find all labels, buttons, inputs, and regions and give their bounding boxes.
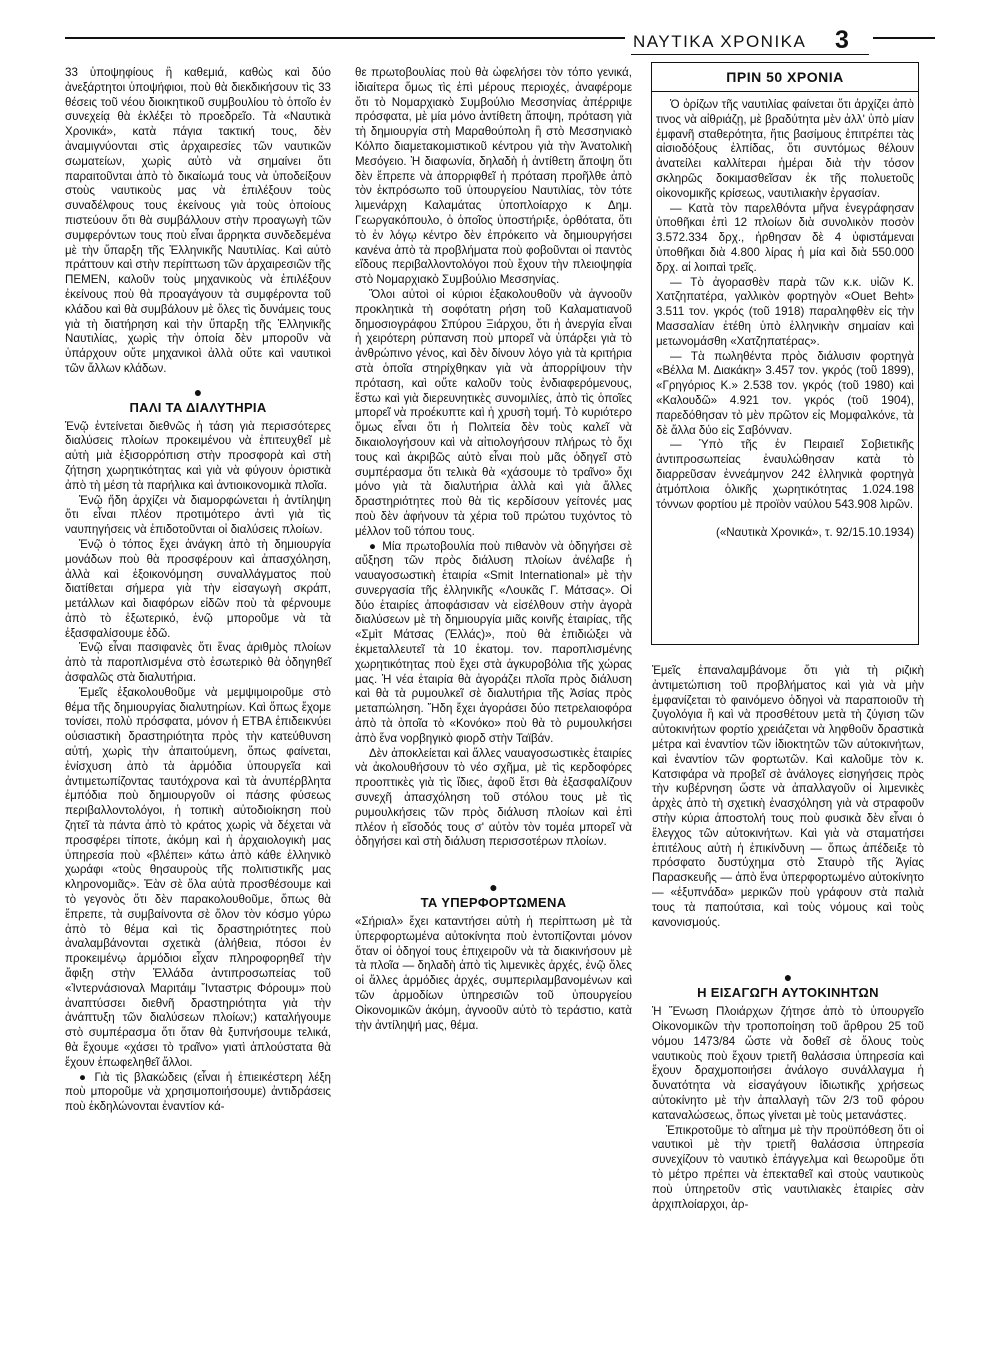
column-3: [652, 664, 924, 1212]
article-paragraph: ● Γιὰ τὶς βλακώδεις (εἶναι ἡ ἐπιεικέστερη λέξη ποὺ μποροῦμε νὰ χρησιμοποιήσουμε) ἀντιδράσεις ποὺ ἐκδηλώνονται ἐναντίον κά-: [65, 1070, 331, 1114]
article-paragraph: Ἐνῷ ἐντείνεται διεθνῶς ἡ τάση γιὰ περισσότερες διαλύσεις πλοίων προκειμένου νὰ ἐπιτευχθεῖ μὲ αὐτὴ μιὰ ἐξισορρόπιση στὴν προσφορὰ καὶ στὴ ζήτηση χωρητικότητας καὶ γιὰ νὰ φύγουν ὁριστικὰ ἀπὸ τὴ μέση τὰ παρήλικα καὶ ἀντιοικονομικὰ πλοῖα.: [65, 419, 331, 492]
box-source-citation: («Ναυτικὰ Χρονικά», τ. 92/15.10.1934): [715, 526, 914, 540]
publication-title: ΝΑΥΤΙΚΑ ΧΡΟΝΙΚΑ: [633, 32, 807, 51]
article-paragraph: Ἐνῷ ἤδη ἀρχίζει νὰ διαμορφώνεται ἡ ἀντίληψη ὅτι εἶναι πλέον προτιμότερο ἀντὶ γιὰ τὶς ναυπηγήσεις νὰ ἐπιδοτοῦνται οἱ διαλύσεις πλοίων.: [65, 493, 331, 537]
article-paragraph: Ἡ Ἕνωση Πλοιάρχων ζήτησε ἀπὸ τὸ ὑπουργεῖο Οἰκονομικῶν τὴν τροποποίηση τοῦ ἄρθρου 25 τοῦ νόμου 1473/84 ὥστε νὰ δοθεῖ σὲ ὅλους τοὺς ναυτικοὺς ποὺ ἔχουν τριετῆ θαλάσσια ὑπηρεσία καὶ ἔχουν δραχμοποιήσει ἀνάλογο συνάλλαγμα ἡ δυνατότητα νὰ εἰσαγάγουν ἰδιωτικῆς χρήσεως αὐτοκίνητο μὲ τὴν ἀπαλλαγὴ τῶν 2/3 τοῦ φόρου καταναλώσεως, ὅπως γίνεται μὲ τοὺς μετανάστες.: [652, 1005, 924, 1122]
article-paragraph: Ἐνῷ ὁ τόπος ἔχει ἀνάγκη ἀπὸ τὴ δημιουργία μονάδων ποὺ θὰ προσφέρουν καὶ ἀπασχόληση, ἀλλὰ καὶ ἐξοικονόμηση συναλλάγματος ποὺ διατίθεται σήμερα γιὰ τὴν εἰσαγωγὴ σκράπ, μετάλλων καὶ διαφόρων εἰδῶν ποὺ τὰ φέρνουμε ἀπὸ τὸ ἐξωτερικό, ἐνῷ μποροῦμε νὰ τὰ ἐξασφαλίσουμε ἐδῶ.: [65, 537, 331, 640]
box-paragraph: — Κατὰ τὸν παρελθόντα μῆνα ἐνεγράφησαν ὑποθῆκαι ἐπὶ 12 πλοίων διὰ συνολικὸν ποσὸν 3.572.334 δρχ., ἠρθησαν δὲ 4 ὑφιστάμεναι ὑποθῆκαι διὰ 4.800 λίρας ἡ μία καὶ διὰ 550.000 δρχ. αἱ λοιπαὶ τρεῖς.: [656, 201, 914, 274]
article-paragraph: Ἐπικροτοῦμε τὸ αἴτημα μὲ τὴν προϋπόθεση ὅτι οἱ ναυτικοὶ μὲ τὴν τριετῆ θαλάσσια ὑπηρεσία συνεχίζουν τὸ ναυτικὸ ἐπάγγελμα καὶ θεωροῦμε ὅτι τὸ μέτρο πρέπει νὰ ἐπεκταθεῖ καὶ στοὺς ναυτικοὺς ποὺ ὑπηρετοῦν στὶς ναυτιλιακὲς ἑταιρίες σὰν ἀρχιπλοίαρχοι, ἀρ-: [652, 1123, 924, 1211]
box-paragraph: — Τὰ πωληθέντα πρὸς διάλυσιν φορτηγὰ «Βέλλα Μ. Διακάκη» 3.457 τον. γκρός (τοῦ 1899), «Γρηγόριος Κ.» 2.538 τον. γκρός (τοῦ 1980) καὶ «Καλουδῶ» 4.921 τον. γκρός (τοῦ 1904), παρεδόθησαν τὸ μὲν πρῶτον εἰς Μομφαλκόνε, τὰ δὲ ἄλλα δύο εἰς Σαβόνναν.: [656, 349, 914, 437]
page-header: [65, 26, 935, 60]
box-paragraph: — Τὸ ἀγορασθὲν παρὰ τῶν κ.κ. υἱῶν Κ. Χατζηπατέρα, γαλλικὸν φορτηγὸν «Ouet Beht» 3.511 τον. γκρός (τοῦ 1918) παραληφθὲν εἰς τὴν Μασσαλίαν ἐτέθη ὑπὸ ἑλληνικὴν σημαίαν καὶ μετωνομάσθη «Χατζηπατέρας».: [656, 275, 914, 348]
header-rule-right: [873, 37, 935, 39]
article-paragraph: Ἐμεῖς ἐπαναλαμβάνομε ὅτι γιὰ τὴ ριζικὴ ἀντιμετώπιση τοῦ προβλήματος καὶ γιὰ νὰ μὴν ἐμφανίζεται τὸ φαινόμενο ὁδηγοὶ νὰ παραποιοῦν τὴ ζυγολόγια ἢ καὶ νὰ προσθέτουν μετὰ τὴ ζύγιση τῶν αὐτοκινήτων φορτίο χρειάζεται νὰ ληφθοῦν δραστικὰ μέτρα καὶ ἐναντίον τῶν ἰδιοκτητῶν τῶν αὐτοκινήτων, καὶ ἐναντίον τῶν φορτωτῶν. Καὶ καλοῦμε τὸν κ. Κατσιφάρα νὰ προβεῖ σὲ ἀνάλογες εἰσηγήσεις πρὸς τὴν κυβέρνηση ὥστε νὰ ἀπαλλαγοῦν οἱ λιμενικὲς ἀρχὲς ἀπὸ τὴ σχετικὴ ἐνασχόληση γιὰ νὰ στραφοῦν στὴν κύρια ἀποστολή τους ποὺ φυσικὰ δὲν εἶναι ὁ ἔλεγχος τῶν αὐτοκινήτων. Καὶ γιὰ νὰ σταματήσει ἐπιτέλους αὐτὴ ἡ ἐπικίνδυνη — ὅπως ἀπέδειξε τὸ πρόσφατο δυστύχημα στὸ Σταυρὸ τῆς Ἁγίας Παρασκευῆς — ἀπὸ ἕνα ὑπερφορτωμένο αὐτοκίνητο — «ἐξυπνάδα» μερικῶν ποὺ γράφουν στὰ παλιὰ τους τὰ παπούτσια, καὶ τοὺς νόμους καὶ τοὺς κανονισμούς.: [652, 664, 924, 929]
article-paragraph: θε πρωτοβουλίας ποὺ θὰ ὠφελήσει τὸν τόπο γενικά, ἰδιαίτερα ὅμως τὶς ἐπὶ μέρους περιοχές, ἀναφέρομε ὅτι τὸ Νομαρχιακὸ Συμβούλιο Μεσσηνίας ἀπέρριψε πρόσφατα, μὲ μία μόνο ἀντίθετη ἄποψη, πρόταση γιὰ τὴ δημιουργία στὴ Μαραθούπολη ἢ στὸ Μεσσηνιακὸ Κόλπο διαμετακομιστικοῦ κέντρου γιὰ τὴν Ἀνατολικὴ Μεσόγειο. Ἡ διαφωνία, δηλαδὴ ἡ ἀντίθετη ἄποψη ὅτι δὲν ἔπρεπε νὰ ἀπορριφθεῖ ἡ πρόταση προῆλθε ἀπὸ τὸν ἐκπρόσωπο τοῦ ὑπουργείου Ναυτιλίας, τὸν τότε λιμενάρχη Καλαμάτας ὑποπλοίαρχο κ Δημ. Γεωργακόπουλο, ὁ ὁποῖος ὑποστήριξε, ὀρθότατα, ὅτι τὸ ἐν λόγῳ κέντρο δὲν ἐπρόκειτο νὰ δημιουργήσει κανένα ἀπὸ τὰ προβλήματα ποὺ φοβοῦνται οἱ παντὸς εἴδους περιβαλλοντολόγοι ποὺ ἔχουν τὴν πλειοψηφία στὸ Νομαρχιακὸ Συμβούλιο Μεσσηνίας.: [355, 66, 632, 287]
sidebar-box-50-years-ago: [651, 62, 919, 645]
article-paragraph: «Σήριαλ» ἔχει καταντήσει αὐτὴ ἡ περίπτωση μὲ τὰ ὑπερφορτωμένα αὐτοκίνητα ποὺ ἐντοπίζονται μόνον ὅταν οἱ ὁδηγοί τους ἐπιχειροῦν νὰ τὰ διακινήσουν μὲ τὰ πλοῖα — δηλαδὴ ἀπὸ τὶς λιμενικὲς ἀρχές, ἐνῷ ὅλες οἱ ἄλλες ἁρμόδιες ἀρχές, συμπεριλαμβανομένων καὶ τῶν ἁρμοδίων ὑπηρεσιῶν τοῦ ὑπουργείου Οἰκονομικῶν ἀκόμη, ἀγνοοῦν αὐτὸ τὸ τεράστιο, κατὰ τὴν ἀντίληψή μας, θέμα.: [355, 915, 632, 1032]
section-heading-car-imports: Η ΕΙΣΑΓΩΓΗ ΑΥΤΟΚΙΝΗΤΩΝ: [697, 985, 879, 1001]
article-paragraph: ● Μία πρωτοβουλία ποὺ πιθανὸν νὰ ὁδηγήσει σὲ αὔξηση τῶν πρὸς διάλυση πλοίων ἀνέλαβε ἡ ναυαγοσωστικὴ ἑταιρία «Smit International» μὲ τὴν συνεργασία τῆς ἑλληνικῆς «Λουκᾶς Γ. Μάτσας». Οἱ δύο ἑταιρίες ἀποφάσισαν νὰ εἰσέλθουν στὴν ἀγορὰ διαλύσεων μὲ τὴ δημιουργία μιᾶς κοινῆς ἑταιρίας, τῆς «Σμὶτ Μάτσας (Ἑλλάς)», ποὺ θὰ ἐπιδιώξει νὰ ἐκμεταλλευτεῖ τὰ 10 ἑκατομ. τον. παροπλισμένης χωρητικότητας ποὺ ἔχει στὰ ἀγκυροβόλια τῆς χώρας μας. Ἡ νέα ἑταιρία θὰ ἀγοράζει πλοῖα πρὸς διάλυση καὶ θὰ τὰ ρυμουλκεῖ σὲ διαλυτήρια τῆς Ἀσίας πρὸς μεταπώληση. Ἤδη ἔχει ἀγοράσει δύο πετρελαιοφόρα ἀπὸ τὰ ὁποῖα τὸ «Κονόκο» ποὺ θὰ τὸ ρυμουλκήσει ἀπὸ ἕνα νορβηγικὸ φιορδ στὴν Ταϊβάν.: [355, 539, 632, 745]
article-paragraph: Ἐνῷ εἶναι πασιφανὲς ὅτι ἕνας ἀριθμὸς πλοίων ἀπὸ τὰ παροπλισμένα στὸ ἐσωτερικὸ θὰ ὁδηγηθεῖ ἀσφαλῶς στὰ διαλυτήρια.: [65, 641, 331, 685]
article-paragraph: Δὲν ἀποκλείεται καὶ ἄλλες ναυαγοσωστικὲς ἑταιρίες νὰ ἀκολουθήσουν τὸ νέο σχῆμα, μὲ τὶς κερδοφόρες προοπτικὲς γιὰ τὶς ἴδιες, ἀφοῦ ἔτσι θὰ ἐξασφαλίζουν συνεχῆ ἀπασχόληση τοῦ στόλου τους μὲ τὶς ρυμουλκήσεις τῶν πρὸς διάλυση πλοίων καὶ ἐπὶ πλέον ἡ εἴσοδός τους σ' αὐτὸν τὸν τομέα μπορεῖ νὰ ὁδηγήσει καὶ στὴ διάλυση περισσοτέρων πλοίων.: [355, 746, 632, 849]
column-1: [65, 66, 331, 1115]
article-paragraph: 33 ὑποψηφίους ἢ καθεμιά, καθὼς καὶ δύο ἀνεξάρτητοι ὑποψήφιοι, ποὺ θὰ διεκδικήσουν τὶς 33 θέσεις τοῦ νέου διοικητικοῦ συμβουλίου τὸ ὁποῖο ἐν συνεχείᾳ θὰ ἐκλέξει τὸ προεδρεῖο. Τὰ «Ναυτικὰ Χρονικά», κατὰ πάγια τακτική τους, δὲν ἀναμιγνύονται στὶς ἀρχαιρεσίες τῶν ναυτικῶν σωματείων, χωρὶς αὐτὸ νὰ σημαίνει ὅτι παραιτοῦνται ἀπὸ τὸ δικαίωμά τους νὰ ὑποδείξουν στοὺς ναυτικοὺς μας νὰ ἐπιλέξουν τοὺς συναδέλφους τους ἐκείνους γιὰ τοὺς ὁποίους πιστεύουν ὅτι θὰ συμβάλλουν στὴν προαγωγὴ τῶν συμφερόντων τους ποὺ εἶναι ἄρρηκτα συνδεδεμένα μὲ τὴν ὕπαρξη τῆς Ἑλληνικῆς Ναυτιλίας. Καὶ αὐτὸ πράττουν καὶ στὴν περίπτωση τῶν ἀρχαιρεσιῶν τῆς ΠΕΜΕΝ, καλοῦν τοὺς μηχανικοὺς νὰ ἐπιλέξουν ἐκείνους ποὺ θὰ προαγάγουν τὰ συμφέροντα τοῦ κλάδου καὶ θὰ συμβάλουν μὲ ὅλες τὶς δυνάμεις τους γιὰ τὴ διατήρηση καὶ τὴν ὕπαρξη τῆς Ἑλληνικῆς Ναυτιλίας, χωρὶς τὴν ὁποία δὲν μποροῦν νὰ ὑπάρχουν οὔτε μηχανικοὶ ἀλλὰ οὔτε καὶ ναυτικοὶ τῶν ἄλλων κλάδων.: [65, 66, 331, 375]
article-paragraph: Ὅλοι αὐτοὶ οἱ κύριοι ἐξακολουθοῦν νὰ ἀγνοοῦν προκλητικὰ τὴ σοφότατη ρήση τοῦ Καλαματιανοῦ δημοσιογράφου Σπύρου Ξιάρχου, ὅτι ἡ ἀνεργία εἶναι ἡ χειρότερη ρύπανση ποὺ μπορεῖ νὰ ὑπάρξει γιὰ τὸ ἀνθρώπινο γένος, καὶ δὲν δίνουν λόγο γιὰ τὰ κριτήρια στὰ ὁποῖα στηρίχθηκαν γιὰ νὰ ἀπορρίψουν τὴν πρόταση, καὶ οὔτε καλοῦν τοὺς ἐνδιαφερόμενους, ἔστω καὶ γιὰ διερευνητικὲς συνομιλίες, ἀπὸ τὶς ὁποῖες μπορεῖ νὰ προέκυπτε καὶ ἡ χρυσὴ τομή. Τὸ κυριότερο ὅμως εἶναι ὅτι ἡ Πολιτεία δὲν τοὺς καλεῖ νὰ δικαιολογήσουν καὶ νὰ αἰτιολογήσουν πλήρως τὸ ὄχι τους καὶ ἀκριβῶς αὐτὸ εἶναι ποὺ μᾶς ὁδηγεῖ στὸ συμπέρασμα ὅτι τελικὰ θὰ «χάσουμε τὸ τραῖνο» ὄχι μόνο γιὰ τὰ διαλυτήρια ἀλλὰ καὶ γιὰ ἄλλες δραστηριότητες ποὺ θὰ τὶς κερδίσουν γείτονές μας ποὺ δὲν ἀφήνουν τὰ χέρια τοῦ πρώτου τυχόντος τὸ μέλλον τοῦ τόπου τους.: [355, 287, 632, 538]
box-paragraph: — Ὑπὸ τῆς ἐν Πειραιεῖ Σοβιετικῆς ἀντιπροσωπείας ἐναυλώθησαν κατὰ τὸ διαρρεῦσαν ἑννεάμηνον 242 ἑλληνικὰ φορτηγὰ ἀτμόπλοια ὁλικῆς χωρητικότητας 1.024.198 τόννων φορτίου μὲ προϊὸν ναύλου 543.908 λιρῶν.: [656, 438, 914, 511]
section-bullet-icon: ●: [193, 383, 203, 400]
article-paragraph: Ἐμεῖς ἐξακολουθοῦμε νὰ μεμψιμοιροῦμε στὸ θέμα τῆς δημιουργίας διαλυτηρίων. Καὶ ὅπως ἔχομε τονίσει, πολὺ πρόσφατα, μόνον ἡ ΕΤΒΑ ἐπιδεικνύει οὐσιαστικὴ δραστηριότητα πρὸς τὴν κατεύθυνση αὐτή, χωρὶς τὴν ἀπαιτούμενη, ὅπως φαίνεται, ἐνίσχυση ἀπὸ τὰ ἁρμόδια ὑπουργεῖα καὶ ἀντιμετωπίζοντας ταυτόχρονα καὶ τὰ ἀνυπέρβλητα ἐμπόδια ποὺ δημιουργοῦν οἱ πάσης φύσεως περιβαλλοντολόγοι, ἡ τοπικὴ αὐτοδιοίκηση ποὺ ζητεῖ τὰ πάντα ἀπὸ τὸ κράτος χωρὶς νὰ δέχεται νὰ προσφέρει τίποτε, ἀκόμη καὶ ἡ ἀρχαιολογικὴ μας ὑπηρεσία ποὺ «βλέπει» κάτω ἀπὸ κάθε ἑλληνικὸ χωράφι «τοὺς θησαυροὺς τῆς πολιτιστικῆς μας κληρονομιᾶς». Ἐὰν σὲ ὅλα αὐτὰ προσθέσουμε καὶ τὸ γεγονὸς ὅτι δὲν παρακολουθοῦμε, ὅπως θὰ ἔπρεπε, τὰ συμβαίνοντα σὲ ὅλον τὸν κόσμο γύρω ἀπὸ τὸ θέμα καὶ τὶς δραστηριότητες ποὺ ἀναλαμβάνονται σχετικὰ (ἀλήθεια, πόσοι ἐν προκειμένῳ ἁρμόδιοι εἶχαν πληροφορηθεῖ τὴν ἄφιξη στὴν Ἑλλάδα ἀντιπροσωπείας τοῦ «Ἰντερνάσιοναλ Μαριτάιμ Ἴνταστρις Φόρουμ» ποὺ ἀναπτύσσει διεθνῆ δραστηριότητα γιὰ τὴν ἀνάπτυξη τῶν διαλύσεων πλοίων;) καταλήγουμε στὸ συμπέρασμα ὅτι ὅταν θὰ ξυπνήσουμε τελικά, θὰ ἔχουμε «χάσει τὸ τραῖνο» γιατὶ ἀπλούστατα θὰ ἔχουν ἐπωφεληθεῖ ἄλλοι.: [65, 685, 331, 1069]
header-rule-left: [65, 37, 625, 39]
box-title: ΠΡΙΝ 50 ΧΡΟΝΙΑ: [726, 69, 844, 85]
page-number: 3: [835, 26, 849, 54]
section-heading-shipbreaking: ΠΑΛΙ ΤΑ ΔΙΑΛΥΤΗΡΙΑ: [129, 399, 267, 415]
section-heading-overloaded: ΤΑ ΥΠΕΡΦΟΡΤΩΜΕΝΑ: [420, 895, 567, 911]
section-bullet-icon: ●: [489, 879, 498, 896]
box-paragraph: Ὁ ὁρίζων τῆς ναυτιλίας φαίνεται ὅτι ἀρχίζει ἀπὸ τινος νὰ αἰθριάζῃ, μὲ βραδύτητα μὲν ἀλλ' ὑπὸ μίαν ἐμφανῆ σταθερότητα, ἥτις βασίμους ἐπιτρέπει τὰς αἰσιοδόξους ἐλπίδας, ὅτι συντόμως θέλουν ἀνατείλει καλλίτεραι ἡμέραι διὰ τὴν τόσον σκληρῶς δοκιμασθεῖσαν ἐκ τῆς πολυετοῦς οἰκονομικῆς κρίσεως, ναυτιλιακὴν ἐργασίαν.: [656, 98, 914, 200]
section-bullet-icon: ●: [783, 969, 793, 986]
column-2: [355, 66, 632, 1033]
box-title-rule: [652, 91, 918, 92]
header-rule-under: [631, 54, 869, 55]
